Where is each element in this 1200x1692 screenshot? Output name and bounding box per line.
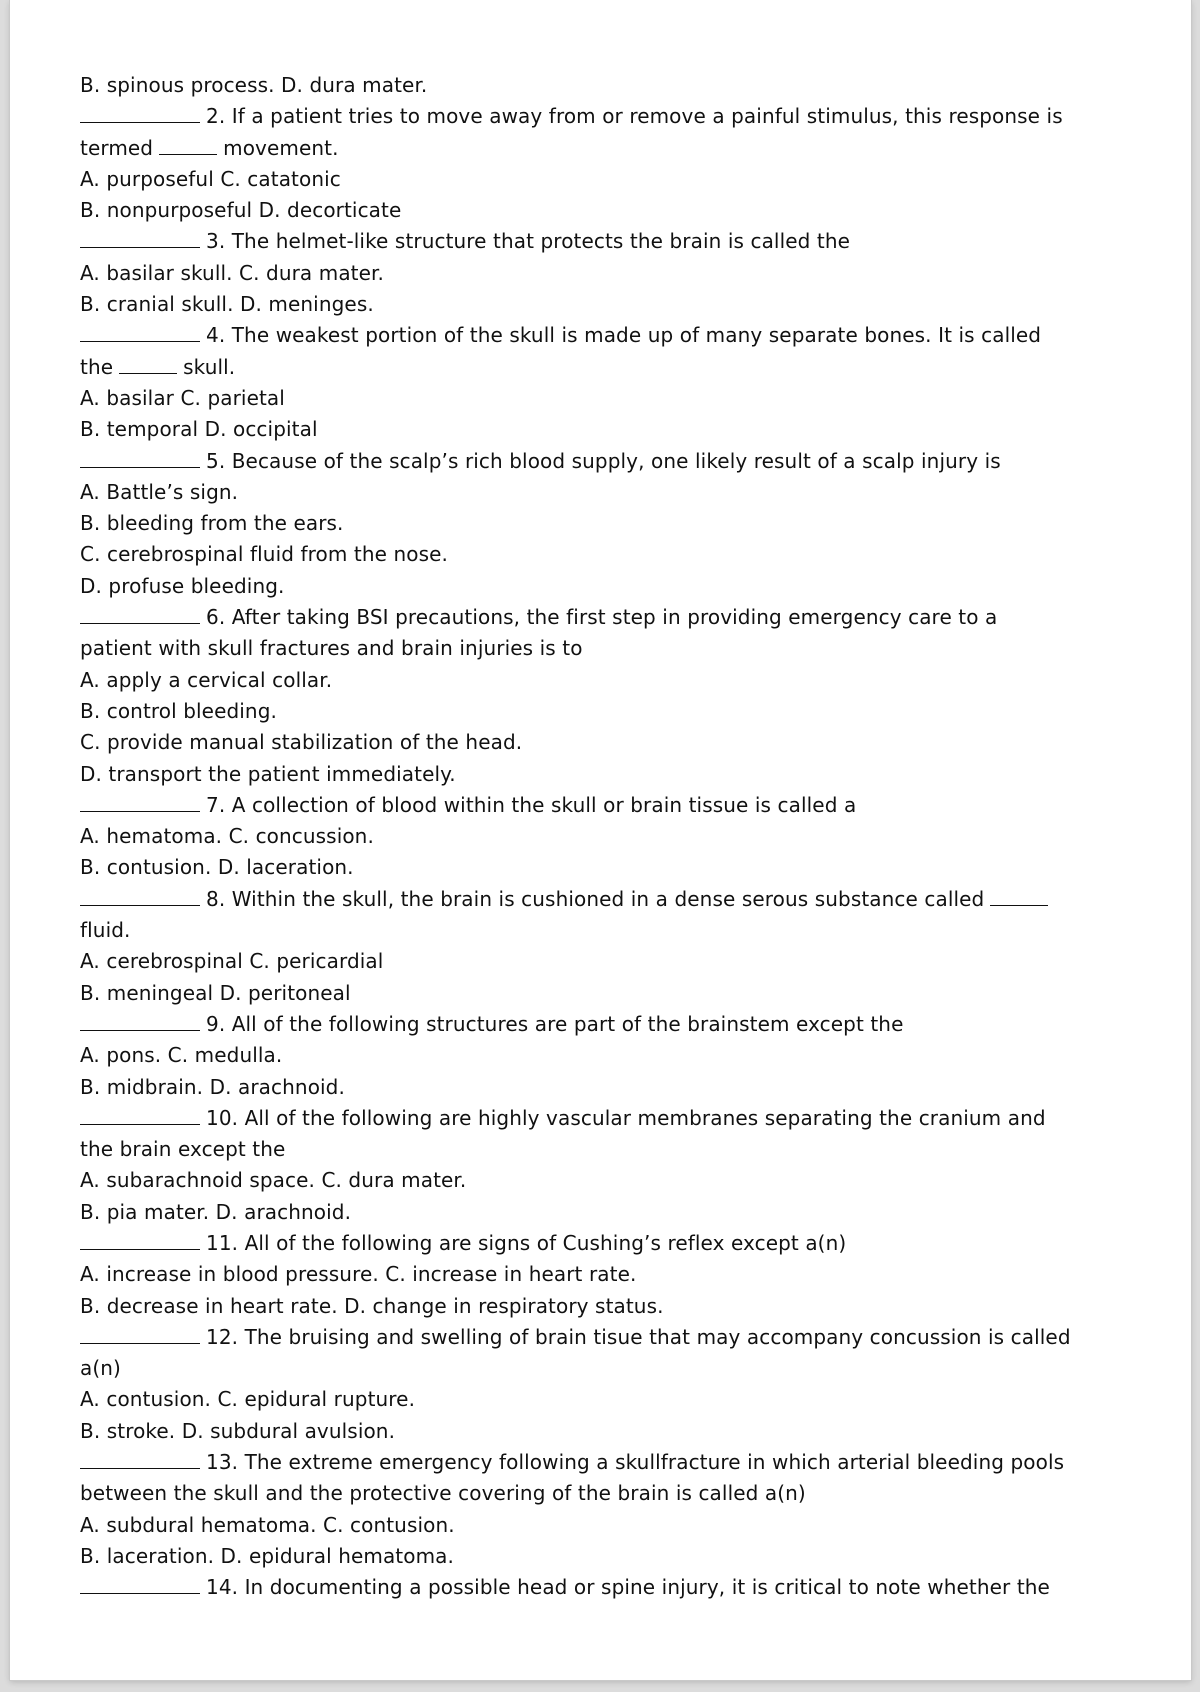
text-line <box>80 1197 1160 1228</box>
text-line <box>80 414 1160 445</box>
line-text: C. cerebrospinal fluid from the nose. <box>80 542 448 567</box>
question-text: 13. The extreme emergency following a skullfracture in which arterial bleeding pools <box>206 1450 1065 1475</box>
text-line <box>80 1134 1160 1165</box>
line-text: B. decrease in heart rate. D. change in respiratory status. <box>80 1293 664 1318</box>
question-text: 3. The helmet-like structure that protects the brain is called the <box>206 229 851 254</box>
line-text: B. pia mater. D. arachnoid. <box>80 1199 352 1224</box>
text-line <box>80 1072 1160 1103</box>
question-text: 8. Within the skull, the brain is cushioned in a dense serous substance called <box>206 886 985 911</box>
line-text: A. purposeful C. catatonic <box>80 166 341 191</box>
question-line <box>80 884 1160 915</box>
answer-blank <box>80 1467 200 1469</box>
question-line <box>80 1228 1160 1259</box>
line-text: B. spinous process. D. dura mater. <box>80 73 428 97</box>
question-line <box>80 101 1160 132</box>
question-text: 12. The bruising and swelling of brain tisue that may accompany concussion is called <box>206 1324 1071 1349</box>
text-line <box>80 383 1160 414</box>
text-line <box>80 1040 1160 1071</box>
text-line <box>80 1416 1160 1447</box>
line-text: A. increase in blood pressure. C. increase in heart rate. <box>80 1262 637 1287</box>
line-text: B. stroke. D. subdural avulsion. <box>80 1418 396 1443</box>
question-text: 4. The weakest portion of the skull is made up of many separate bones. It is called <box>206 323 1042 348</box>
text-line <box>80 1353 1160 1384</box>
answer-blank <box>80 1029 200 1031</box>
line-text: fluid. <box>80 918 131 943</box>
text-line <box>80 852 1160 883</box>
question-text: 9. All of the following structures are part of the brainstem except the <box>206 1011 904 1036</box>
text-line <box>80 477 1160 508</box>
text-line <box>80 539 1160 570</box>
line-text: A. apply a cervical collar. <box>80 667 333 692</box>
question-text: 6. After taking BSI precautions, the first step in providing emergency care to a <box>206 605 998 630</box>
document-page <box>10 0 1191 1680</box>
answer-blank <box>80 340 200 342</box>
line-text: A. pons. C. medulla. <box>80 1043 283 1068</box>
line-text: the brain except the <box>80 1137 286 1162</box>
text-line <box>80 633 1160 664</box>
fill-in-blank <box>159 153 217 155</box>
continuation-text: termed <box>80 135 154 160</box>
line-text: B. meningeal D. peritoneal <box>80 980 351 1005</box>
question-continuation <box>80 133 1160 164</box>
text-line <box>80 1384 1160 1415</box>
question-line <box>80 1447 1160 1478</box>
text-line <box>80 727 1160 758</box>
answer-blank <box>80 622 200 624</box>
line-text: between the skull and the protective covering of the brain is called a(n) <box>80 1481 806 1506</box>
continuation-text: the <box>80 354 114 379</box>
fill-in-blank <box>119 372 177 374</box>
line-text: B. nonpurposeful D. decorticate <box>80 198 402 223</box>
text-line <box>80 946 1160 977</box>
line-text: B. temporal D. occipital <box>80 417 318 442</box>
question-text: 11. All of the following are signs of Cushing’s reflex except a(n) <box>206 1230 847 1255</box>
line-text: A. cerebrospinal C. pericardial <box>80 949 384 974</box>
line-text: A. subarachnoid space. C. dura mater. <box>80 1168 467 1193</box>
text-line <box>80 821 1160 852</box>
question-line <box>80 1572 1160 1603</box>
text-line <box>80 571 1160 602</box>
line-text: B. contusion. D. laceration. <box>80 855 354 880</box>
question-text: 10. All of the following are highly vascular membranes separating the cranium and <box>206 1105 1046 1130</box>
question-line <box>80 1103 1160 1134</box>
fill-in-blank <box>990 904 1048 906</box>
line-text: B. midbrain. D. arachnoid. <box>80 1074 345 1099</box>
text-line <box>80 164 1160 195</box>
line-text: B. laceration. D. epidural hematoma. <box>80 1543 454 1568</box>
continuation-text: skull. <box>183 354 236 379</box>
text-line <box>80 1510 1160 1541</box>
answer-blank <box>80 810 200 812</box>
text-line <box>80 195 1160 226</box>
answer-blank <box>80 1123 200 1125</box>
line-text: A. hematoma. C. concussion. <box>80 824 374 849</box>
question-line <box>80 1322 1160 1353</box>
continuation-text: movement. <box>223 135 339 160</box>
answer-blank <box>80 1342 200 1344</box>
question-line <box>80 320 1160 351</box>
question-line <box>80 790 1160 821</box>
line-text: B. bleeding from the ears. <box>80 511 344 536</box>
question-text: 14. In documenting a possible head or spine injury, it is critical to note whether the <box>206 1575 1050 1600</box>
line-text: D. transport the patient immediately. <box>80 761 456 786</box>
answer-blank <box>80 1248 200 1250</box>
line-text: A. subdural hematoma. C. contusion. <box>80 1512 455 1537</box>
text-line <box>80 1259 1160 1290</box>
answer-blank <box>80 904 200 906</box>
line-text: B. control bleeding. <box>80 698 277 723</box>
line-text: a(n) <box>80 1356 121 1381</box>
text-line <box>80 696 1160 727</box>
question-line <box>80 1009 1160 1040</box>
text-line <box>80 258 1160 289</box>
text-line <box>80 665 1160 696</box>
line-text: A. contusion. C. epidural rupture. <box>80 1387 416 1412</box>
question-line <box>80 446 1160 477</box>
text-line <box>80 1478 1160 1509</box>
text-line <box>80 1541 1160 1572</box>
question-line <box>80 602 1160 633</box>
answer-blank <box>80 246 200 248</box>
line-text: patient with skull fractures and brain injuries is to <box>80 636 583 661</box>
line-text: C. provide manual stabilization of the head. <box>80 730 523 755</box>
answer-blank <box>80 466 200 468</box>
question-line <box>80 226 1160 257</box>
question-text: 2. If a patient tries to move away from or remove a painful stimulus, this response is <box>206 104 1063 129</box>
text-line <box>80 289 1160 320</box>
text-line <box>80 508 1160 539</box>
question-continuation <box>80 352 1160 383</box>
text-line <box>80 1291 1160 1322</box>
worksheet-body <box>80 70 1160 1604</box>
line-text: B. cranial skull. D. meninges. <box>80 292 374 317</box>
line-text: A. basilar C. parietal <box>80 385 285 410</box>
line-text: D. profuse bleeding. <box>80 573 285 598</box>
text-line <box>80 978 1160 1009</box>
text-line <box>80 1165 1160 1196</box>
question-text: 7. A collection of blood within the skull or brain tissue is called a <box>206 792 857 817</box>
line-text: A. basilar skull. C. dura mater. <box>80 260 384 285</box>
question-text: 5. Because of the scalp’s rich blood supply, one likely result of a scalp injury is <box>206 448 1001 473</box>
answer-blank <box>80 1592 200 1594</box>
answer-blank <box>80 121 200 123</box>
text-line <box>80 70 1160 101</box>
text-line <box>80 759 1160 790</box>
text-line <box>80 915 1160 946</box>
line-text: A. Battle’s sign. <box>80 479 239 504</box>
